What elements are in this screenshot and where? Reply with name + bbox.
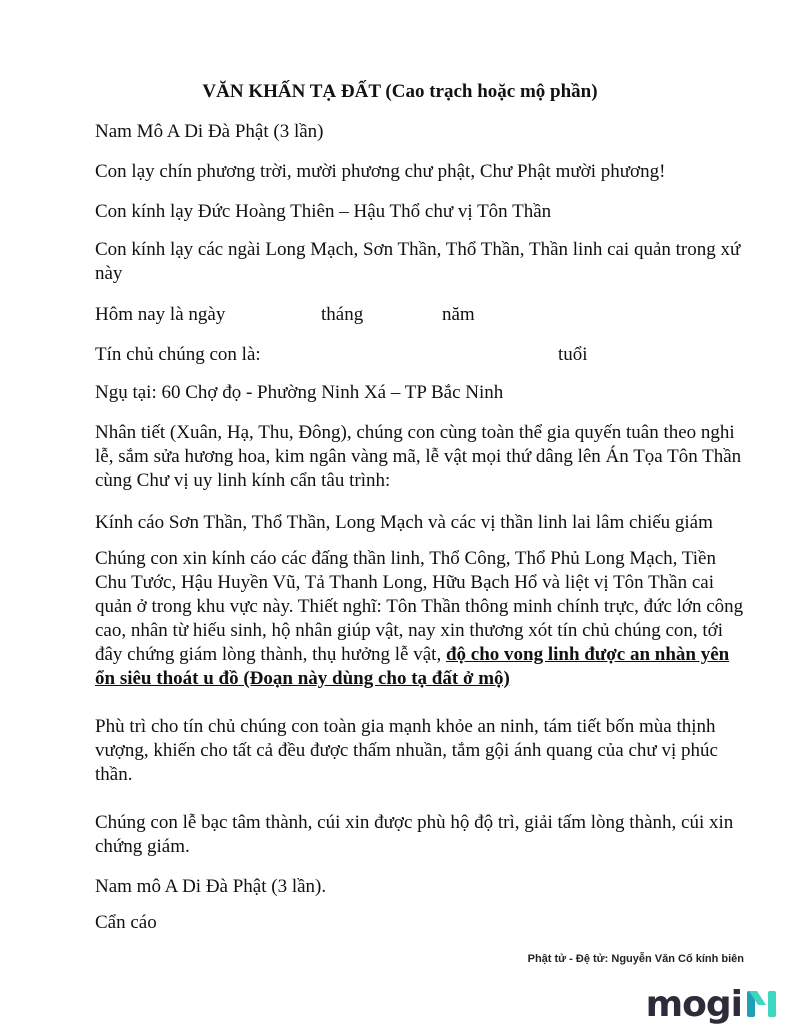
logo-text: mogi: [645, 983, 742, 1025]
date-year-label: năm: [442, 304, 475, 325]
mogi-m-mark-icon: [746, 989, 778, 1019]
address-line: Ngụ tại: 60 Chợ đọ - Phường Ninh Xá – TP Bắc Ninh: [95, 382, 504, 403]
closing-respect: Cẩn cáo: [95, 912, 157, 933]
paragraph-closing: Chúng con lễ bạc tâm thành, cúi xin được phù hộ độ trì, giải tấm lòng thành, cúi xin chứng giám.: [95, 812, 734, 857]
document-title: VĂN KHẤN TẠ ĐẤT (Cao trạch hoặc mộ phần): [202, 81, 598, 102]
paragraph-bow: Con lạy chín phương trời, mười phương chư phật, Chư Phật mười phương!: [95, 161, 666, 182]
devotee-line: [95, 343, 745, 367]
paragraph-petition: [95, 547, 745, 691]
date-line: [95, 303, 745, 327]
author-credit: Phật tử - Đệ tử: Nguyễn Văn Cố kính biên: [527, 953, 744, 965]
age-label: tuổi: [558, 344, 588, 365]
mogi-logo: [646, 984, 778, 1024]
petition-underlined-text: độ cho vong linh được an nhàn yên ổn siêu thoát u đồ (Đoạn này dùng cho tạ đất ở mộ): [95, 644, 730, 689]
devotee-label: Tín chủ chúng con là:: [95, 344, 261, 365]
closing-invocation: Nam mô A Di Đà Phật (3 lần).: [95, 876, 327, 897]
paragraph-occasion: Nhân tiết (Xuân, Hạ, Thu, Đông), chúng con cùng toàn thể gia quyến tuân theo nghi lễ, sắm sửa hương hoa, kim ngân vàng mã, lễ vật mọi thứ dâng lên Án Tọa Tôn Thần cùng Chư vị uy linh kính cẩn tâu trình:: [95, 422, 742, 491]
paragraph-long-mach: Con kính lạy các ngài Long Mạch, Sơn Thần, Thổ Thần, Thần linh cai quản trong xứ này: [95, 239, 741, 284]
petition-text: Chúng con xin kính cáo các đấng thần linh, Thổ Công, Thổ Phủ Long Mạch, Tiền Chu Tước, Hậu Huyền Vũ, Tả Thanh Long, Hữu Bạch Hổ và liệt vị Tôn Thần cai quản ở trong khu vực này. Thiết nghĩ: Tôn Thần thông minh chính trực, đức lớn công cao, nhân từ hiếu sinh, hộ nhân giúp vật, nay xin thương xót tín chủ chúng con, tới đây chứng giám lòng thành, thụ hưởng lễ vật,: [95, 548, 744, 665]
paragraph-announce: Kính cáo Sơn Thần, Thổ Thần, Long Mạch và các vị thần linh lai lâm chiếu giám: [95, 512, 713, 533]
opening-invocation: Nam Mô A Di Đà Phật (3 lần): [95, 121, 324, 142]
date-day-label: Hôm nay là ngày: [95, 304, 226, 325]
paragraph-blessing: Phù trì cho tín chủ chúng con toàn gia mạnh khỏe an ninh, tám tiết bốn mùa thịnh vượng, khiến cho tất cả đều được thấm nhuần, tắm gội ánh quang của chư vị phúc thần.: [95, 716, 718, 785]
date-month-label: tháng: [321, 304, 364, 325]
paragraph-hoang-thien: Con kính lạy Đức Hoàng Thiên – Hậu Thổ chư vị Tôn Thần: [95, 201, 552, 222]
